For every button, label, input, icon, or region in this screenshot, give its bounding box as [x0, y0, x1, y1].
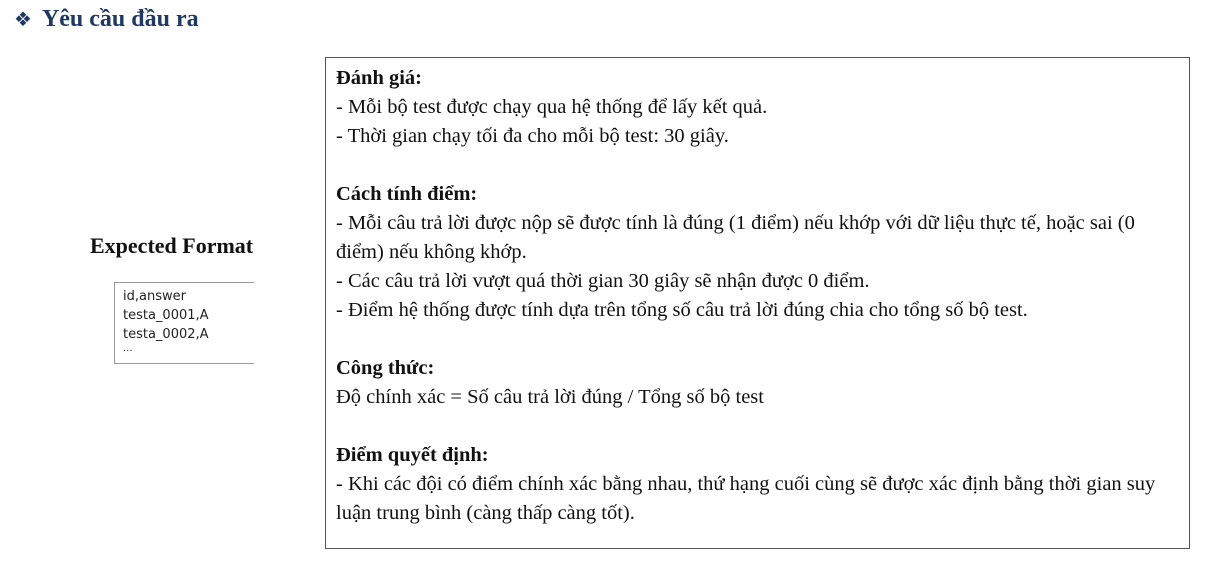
scoring-item-1: - Mỗi câu trả lời được nộp sẽ được tính là đúng (1 điểm) nếu khớp với dữ liệu thực tế, hoặc sai (0 điểm) nếu không khớp. [336, 212, 1135, 263]
expected-format-sample [114, 282, 254, 364]
scoring-item-3: - Điểm hệ thống được tính dựa trên tổng số câu trả lời đúng chia cho tổng số bộ test. [336, 299, 1028, 321]
format-line-row-1: testa_0001,A [123, 308, 209, 323]
evaluation-item-1: - Mỗi bộ test được chạy qua hệ thống để lấy kết quả. [336, 96, 768, 118]
evaluation-item-2: - Thời gian chạy tối đa cho mỗi bộ test: 30 giây. [336, 125, 729, 147]
formula-text: Độ chính xác = Số câu trả lời đúng / Tổng số bộ test [336, 386, 764, 408]
diamond-bullet-icon: ❖ [14, 7, 32, 31]
scoring-item-2: - Các câu trả lời vượt quá thời gian 30 giây sẽ nhận được 0 điểm. [336, 270, 870, 292]
section-heading [14, 6, 199, 33]
decision-title: Điểm quyết định: [336, 444, 489, 466]
rules-box [325, 57, 1190, 549]
decision-item-1: - Khi các đội có điểm chính xác bằng nhau, thứ hạng cuối cùng sẽ được xác định bằng thời gian suy luận trung bình (càng thấp càng tốt). [336, 473, 1156, 524]
evaluation-title: Đánh giá: [336, 67, 423, 89]
format-line-header: id,answer [123, 289, 186, 304]
format-line-row-2: testa_0002,A [123, 327, 209, 342]
scoring-title: Cách tính điểm: [336, 183, 478, 205]
expected-format-title: Expected Format [90, 233, 254, 258]
format-line-ellipsis: ... [123, 343, 133, 354]
formula-title: Công thức: [336, 357, 435, 379]
section-heading-text: Yêu cầu đầu ra [41, 6, 199, 32]
